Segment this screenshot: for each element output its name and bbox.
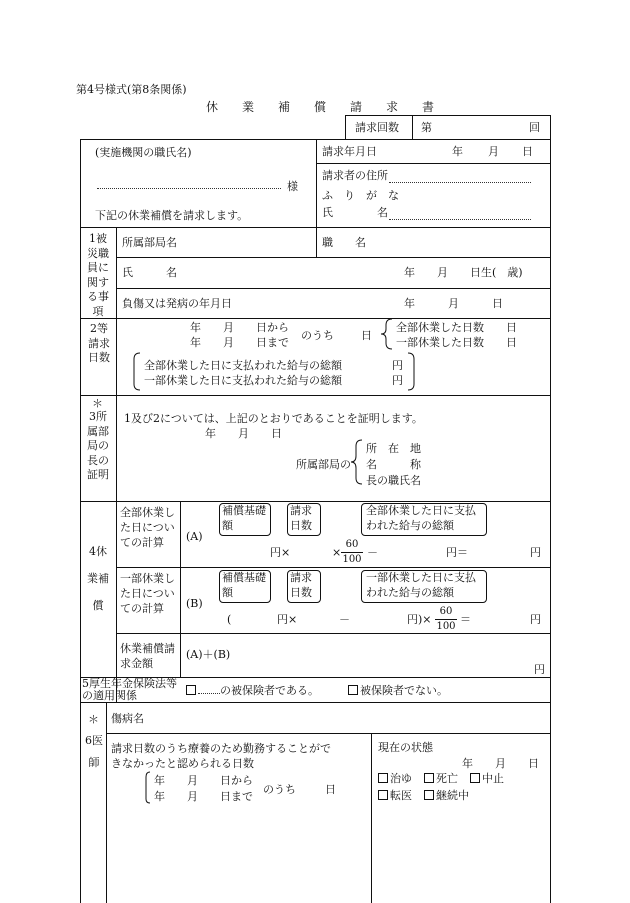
full-yen-eq: 円＝ [446,546,468,559]
employee-name-label: 氏 名 [122,266,177,279]
total-amount-label: 休業補償請求金額 [120,642,175,670]
period-of: のうち [301,329,334,342]
current-status-label: 現在の状態 [378,741,433,754]
full-leave-calc-label: 全部休業した日についての計算 [120,506,175,549]
section4-label: 4休業補償 [87,545,109,612]
partial-paren-open: ( [227,613,232,626]
base-amount-label-b: 補償基礎額 [222,571,266,599]
total-formula: (A)＋(B) [186,648,231,661]
partial-result-yen: 円 [530,613,541,626]
section6-label: 6医師 [85,734,103,769]
calc-b-marker: (B) [186,597,203,610]
dept-curly-brace [351,440,362,484]
partial-rate-numerator: 60 [439,606,453,617]
transferred-label: 転医 [390,789,412,802]
claim-count-dai: 第 [421,121,432,134]
request-month: 月 [488,145,499,158]
section1-label: 1被災職員に関する事項 [87,232,109,318]
healed-label: 治ゆ [390,772,412,785]
continuing-label: 継続中 [436,789,469,802]
pay-right-bracket [408,353,414,390]
post-label: 職 名 [322,236,366,249]
dept-name-label-cert: 名 称 [366,458,421,471]
claim-count-kai: 回 [529,121,540,134]
dept-name-label: 所属部局名 [122,236,177,249]
pay-left-bracket [134,353,140,390]
request-days-label-b: 請求日数 [290,571,312,599]
insured-option-label: の被保険者である。 [220,684,319,697]
birth-date-label: 年 月 日生( 歳) [404,266,523,279]
partial-leave-calc-label: 一部休業した日についての計算 [120,572,175,615]
unable-days-text: 請求日数のうち療養のため勤務することができなかったと認められる日数 [111,742,331,770]
dept-location-label: 所 在 地 [366,442,421,455]
partial-leave-days: 一部休業した日数 日 [396,336,517,349]
request-day: 日 [522,145,533,158]
period-to: 年 月 日まで [190,336,289,349]
full-pay-box-label: 全部休業した日に支払われた給与の総額 [366,504,476,532]
section5-label: 5厚生年金保険法等の適用関係 [82,677,177,702]
full-result-yen: 円 [530,546,541,559]
request-date-label: 請求年月日 [322,145,377,158]
full-leave-pay-label: 全部休業した日に支払われた給与の総額 [144,359,342,372]
partial-eq: ＝ [460,613,471,626]
doctor-period-days: 日 [325,783,336,796]
request-statement: 下記の休業補償を請求します。 [95,209,249,222]
full-leave-days: 全部休業した日数 日 [396,321,517,334]
not-insured-option-label: 被保険者でない。 [360,684,448,697]
partial-leave-pay-label: 一部休業した日に支払われた給与の総額 [144,374,342,387]
full-rate-denominator: 100 [342,554,362,565]
total-yen: 円 [534,663,545,676]
dept-prefix: 所属部局の [296,458,351,471]
doctor-period-to: 年 月 日まで [154,790,253,803]
died-label: 死亡 [436,772,458,785]
full-rate-numerator: 60 [345,539,359,550]
certification-date: 年 月 日 [205,427,282,440]
full-minus: － [367,546,378,559]
agency-label: (実施機関の職氏名) [95,146,192,159]
injury-date-fields: 年 月 日 [404,297,503,310]
doctor-period-from: 年 月 日から [154,774,253,787]
partial-yen-times: 円× [277,613,298,626]
section2-label: 2等請求日数 [88,322,110,364]
request-days-label-a: 請求日数 [290,504,312,532]
full-times: × [332,546,342,559]
address-label: 請求者の住所 [322,169,388,182]
calc-a-marker: (A) [186,530,203,543]
form-title: 休 業 補 償 請 求 書 [206,100,435,114]
form-number: 第4号様式(第8条関係) [76,83,187,96]
period-from: 年 月 日から [190,321,289,334]
dept-head-label: 長の職氏名 [366,474,421,487]
request-year: 年 [452,145,463,158]
partial-pay-box-label: 一部休業した日に支払われた給与の総額 [366,571,476,599]
base-amount-label-a: 補償基礎額 [222,504,266,532]
disease-name-label: 傷病名 [111,712,144,725]
partial-paren-close: 円)× [407,613,432,626]
current-status-date: 年 月 日 [462,757,539,770]
partial-rate-denominator: 100 [436,621,456,632]
full-leave-pay-yen: 円 [392,359,403,372]
claimant-name-label: 氏 名 [322,206,388,219]
full-yen-times: 円× [270,546,291,559]
certification-text: 1及び2については、上記のとおりであることを証明します。 [124,412,423,425]
section6-star: ＊ [88,713,99,726]
stopped-label: 中止 [482,772,504,785]
furigana-label: ふ り が な [322,189,399,202]
section3-label: 3所属部局の長の証明 [87,410,109,481]
period-days-unit: 日 [361,329,372,342]
sama-suffix: 様 [287,180,298,193]
days-curly-brace [381,319,392,349]
claim-count-label: 請求回数 [355,121,399,134]
partial-minus: － [339,613,350,626]
injury-date-label: 負傷又は発病の年月日 [122,297,232,310]
doctor-period-of: のうち [263,783,296,796]
doctor-date-open-paren [146,772,150,803]
partial-leave-pay-yen: 円 [392,374,403,387]
section3-star: ＊ [92,397,103,410]
